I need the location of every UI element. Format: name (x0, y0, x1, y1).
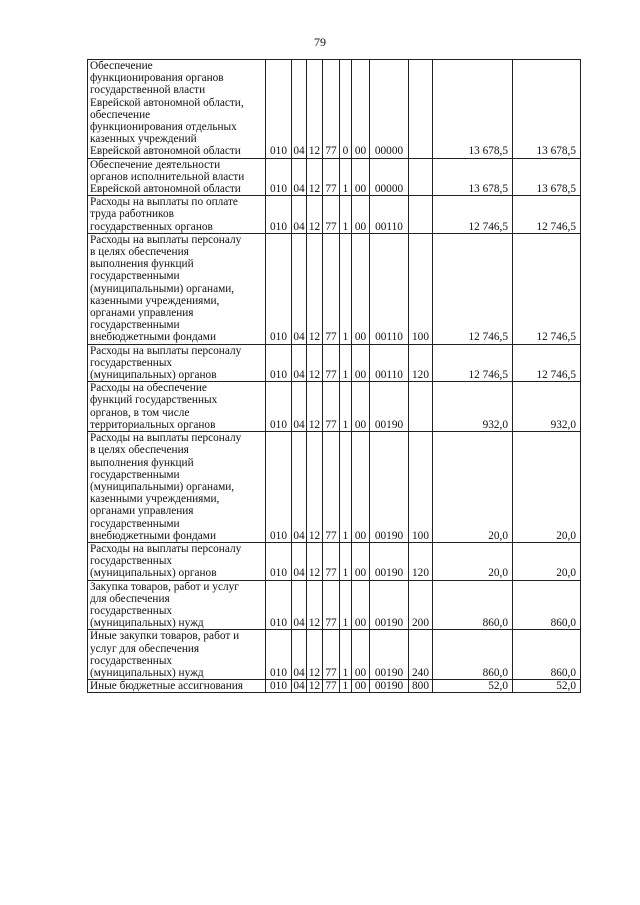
amount-total-cell: 12 746,5 (513, 196, 581, 234)
amount-cell: 860,0 (433, 630, 513, 680)
admin-code-cell: 010 (266, 630, 292, 680)
section-code-cell: 04 (292, 158, 307, 196)
expense-name-cell (88, 60, 266, 159)
expense-name-cell (88, 432, 266, 543)
amount-cell: 13 678,5 (433, 60, 513, 159)
expense-name-line: Еврейской автономной области (90, 145, 241, 158)
amount-total-cell: 932,0 (513, 382, 581, 432)
admin-code-cell: 010 (266, 158, 292, 196)
expense-code-cell: 00190 (370, 382, 409, 432)
section-code-cell: 04 (292, 542, 307, 580)
program-code-cell: 77 (323, 382, 340, 432)
expense-name-line: Иные закупки товаров, работ и (90, 630, 240, 643)
amount-cell: 860,0 (433, 580, 513, 630)
expense-name-line: Еврейской автономной области, (90, 96, 244, 109)
expense-name-cell (88, 158, 266, 196)
table-row (88, 432, 581, 543)
subprogram-code-cell: 1 (340, 233, 352, 344)
expense-code-cell: 00110 (370, 233, 409, 344)
amount-cell: 932,0 (433, 382, 513, 432)
expense-name-line: государственными (90, 319, 180, 332)
section-code-cell: 04 (292, 382, 307, 432)
table-row (88, 233, 581, 344)
program-code-cell: 77 (323, 580, 340, 630)
expense-name-line: функционирования отдельных (90, 121, 237, 134)
expense-name-line: (муниципальных) нужд (90, 617, 204, 630)
expense-code-cell: 00000 (370, 60, 409, 159)
expense-type-cell: 200 (409, 580, 433, 630)
expense-name-line: услуг для обеспечения (90, 642, 200, 655)
expense-name-cell (88, 680, 266, 693)
expense-name-line: (муниципальных) органов (90, 567, 217, 580)
expense-type-cell: 240 (409, 630, 433, 680)
expense-name-line: Обеспечение (90, 60, 153, 72)
admin-code-cell: 010 (266, 344, 292, 382)
expense-name-line: органов исполнительной власти (90, 170, 245, 183)
activity-code-cell: 00 (352, 158, 370, 196)
subprogram-code-cell: 1 (340, 630, 352, 680)
section-code-cell: 04 (293, 680, 305, 693)
expense-name-line: в целях обеспечения (90, 444, 189, 457)
subprogram-code-cell: 1 (340, 542, 352, 580)
expense-name-line: в целях обеспечения (90, 246, 189, 259)
activity-code-cell: 00 (352, 233, 370, 344)
page-number: 79 (314, 35, 326, 49)
expense-type-cell (409, 60, 433, 159)
expense-name-line: (муниципальных) органов (90, 369, 217, 382)
expense-code-cell: 00190 (370, 580, 409, 630)
expense-type-cell: 100 (409, 432, 433, 543)
expense-name-cell (88, 542, 266, 580)
expense-name-line: обеспечение (90, 108, 151, 121)
expense-type-cell (409, 382, 433, 432)
subsection-code-cell: 12 (307, 630, 323, 680)
expense-name-line: государственных органов (90, 220, 213, 233)
expense-name-line: органами управления (90, 505, 194, 518)
amount-total-cell: 860,0 (513, 630, 581, 680)
expense-type-cell: 120 (409, 344, 433, 382)
amount-total-cell: 20,0 (513, 542, 581, 580)
subsection-code-cell: 12 (307, 344, 323, 382)
expense-code-cell: 00000 (370, 158, 409, 196)
table-row (88, 580, 581, 630)
amount-cell: 13 678,5 (433, 158, 513, 196)
activity-code-cell: 00 (352, 382, 370, 432)
section-code-cell: 04 (292, 630, 307, 680)
expense-name-line: (муниципальными) органами, (90, 480, 235, 493)
program-code-cell: 77 (323, 196, 340, 234)
amount-total-cell: 13 678,5 (513, 60, 581, 159)
section-code-cell: 04 (292, 233, 307, 344)
subsection-code-cell: 12 (307, 542, 323, 580)
amount-total-cell: 12 746,5 (513, 344, 581, 382)
subprogram-code-cell: 0 (340, 60, 352, 159)
subprogram-code-cell: 1 (340, 432, 352, 543)
expense-name-line: Обеспечение деятельности (90, 158, 221, 171)
table-row (88, 60, 581, 159)
expense-name-cell (88, 382, 266, 432)
amount-total-cell: 52,0 (513, 680, 581, 693)
table-body (88, 60, 581, 693)
expense-type-cell: 100 (409, 233, 433, 344)
expense-name-line: выполнения функций (90, 258, 194, 271)
expense-name-line: казенными учреждениями, (90, 294, 220, 307)
expense-code-cell: 00190 (370, 432, 409, 543)
expense-name-line: (муниципальных) нужд (90, 666, 204, 679)
subsection-code-cell: 12 (307, 432, 323, 543)
table-row (88, 542, 581, 580)
subprogram-code-cell: 1 (340, 344, 352, 382)
subprogram-code-cell: 1 (340, 680, 352, 693)
activity-code-cell: 00 (352, 432, 370, 543)
expense-name-line: внебюджетными фондами (90, 529, 216, 542)
expense-type-cell (409, 158, 433, 196)
program-code-cell: 77 (323, 158, 340, 196)
expense-name-line: Расходы на выплаты персоналу (90, 344, 242, 357)
expense-name-line: функций государственных (90, 394, 218, 407)
amount-total-cell: 13 678,5 (513, 158, 581, 196)
table-row (88, 344, 581, 382)
amount-total-cell: 12 746,5 (513, 233, 581, 344)
expense-type-cell: 800 (409, 680, 433, 693)
subsection-code-cell: 12 (307, 680, 323, 693)
expense-name-line: Еврейской автономной области (90, 183, 241, 196)
admin-code-cell: 010 (266, 233, 292, 344)
expense-name-line: Расходы на выплаты персоналу (90, 432, 242, 445)
expense-name-line: функционирования органов (90, 72, 224, 85)
amount-total-cell: 20,0 (513, 432, 581, 543)
table-row (88, 158, 581, 196)
activity-code-cell: 00 (352, 680, 370, 693)
amount-cell: 12 746,5 (433, 344, 513, 382)
expense-name-cell (88, 196, 266, 234)
amount-cell: 52,0 (433, 680, 513, 693)
expense-name-line: казенными учреждениями, (90, 493, 220, 506)
program-code-cell: 77 (323, 630, 340, 680)
subsection-code-cell: 12 (307, 196, 323, 234)
section-code-cell: 04 (292, 344, 307, 382)
expense-name-line: территориальных органов (90, 418, 216, 431)
subsection-code-cell: 12 (307, 233, 323, 344)
program-code-cell: 77 (323, 680, 340, 693)
expense-name-line: Расходы на выплаты персоналу (90, 542, 242, 555)
expense-code-cell: 00110 (370, 196, 409, 234)
program-code-cell: 77 (323, 60, 340, 159)
subprogram-code-cell: 1 (340, 158, 352, 196)
activity-code-cell: 00 (352, 630, 370, 680)
subsection-code-cell: 12 (307, 158, 323, 196)
subprogram-code-cell: 1 (340, 382, 352, 432)
section-code-cell: 04 (292, 196, 307, 234)
admin-code-cell: 010 (266, 542, 292, 580)
expense-name-line: органами управления (90, 307, 194, 320)
expense-code-cell: 00110 (370, 344, 409, 382)
expense-name-line: государственными (90, 468, 180, 481)
expense-type-cell (409, 196, 433, 234)
amount-cell: 20,0 (433, 432, 513, 543)
expense-name-line: выполнения функций (90, 456, 194, 469)
admin-code-cell: 010 (266, 382, 292, 432)
amount-cell: 12 746,5 (433, 196, 513, 234)
admin-code-cell: 010 (266, 196, 292, 234)
program-code-cell: 77 (323, 432, 340, 543)
program-code-cell: 77 (323, 344, 340, 382)
expense-name-cell (88, 580, 266, 630)
expense-code-cell: 00190 (370, 680, 409, 693)
activity-code-cell: 00 (352, 344, 370, 382)
expense-name-cell (88, 344, 266, 382)
expense-name-line: казенных учреждений (90, 133, 197, 146)
table-row (88, 680, 581, 693)
table-row (88, 196, 581, 234)
program-code-cell: 77 (323, 233, 340, 344)
expense-name-line: Иные бюджетные ассигнования (90, 680, 243, 693)
subprogram-code-cell: 1 (340, 196, 352, 234)
expense-code-cell: 00190 (370, 542, 409, 580)
amount-cell: 20,0 (433, 542, 513, 580)
amount-cell: 12 746,5 (433, 233, 513, 344)
activity-code-cell: 00 (352, 542, 370, 580)
subsection-code-cell: 12 (307, 580, 323, 630)
table-row (88, 382, 581, 432)
expense-name-line: государственных (90, 604, 173, 617)
section-code-cell: 04 (292, 60, 307, 159)
expense-name-line: государственных (90, 356, 173, 369)
subsection-code-cell: 12 (307, 382, 323, 432)
expense-name-line: Расходы на выплаты по оплате (90, 196, 238, 209)
expense-name-line: Закупка товаров, работ и услуг (90, 580, 239, 593)
activity-code-cell: 00 (352, 580, 370, 630)
admin-code-cell: 010 (266, 680, 292, 693)
expense-name-line: внебюджетными фондами (90, 331, 216, 344)
expense-name-line: Расходы на обеспечение (90, 382, 207, 395)
budget-table (87, 59, 581, 693)
expense-name-line: государственной власти (90, 84, 206, 97)
activity-code-cell: 00 (352, 60, 370, 159)
admin-code-cell: 010 (266, 60, 292, 159)
program-code-cell: 77 (323, 542, 340, 580)
expense-name-line: государственных (90, 654, 173, 667)
expense-name-line: государственными (90, 517, 180, 530)
subsection-code-cell: 12 (307, 60, 323, 159)
activity-code-cell: 00 (352, 196, 370, 234)
expense-code-cell: 00190 (370, 630, 409, 680)
expense-name-line: для обеспечения (90, 592, 170, 605)
expense-name-line: труда работников (90, 208, 174, 221)
admin-code-cell: 010 (266, 432, 292, 543)
amount-total-cell: 860,0 (513, 580, 581, 630)
expense-name-line: Расходы на выплаты персоналу (90, 233, 242, 246)
expense-name-line: государственных (90, 555, 173, 568)
expense-name-cell (88, 630, 266, 680)
section-code-cell: 04 (292, 580, 307, 630)
expense-type-cell: 120 (409, 542, 433, 580)
expense-name-line: органов, в том числе (90, 406, 190, 419)
expense-name-cell (88, 233, 266, 344)
table-row (88, 630, 581, 680)
expense-name-line: (муниципальными) органами, (90, 282, 235, 295)
expense-name-line: государственными (90, 270, 180, 283)
section-code-cell: 04 (292, 432, 307, 543)
subprogram-code-cell: 1 (340, 580, 352, 630)
admin-code-cell: 010 (266, 580, 292, 630)
